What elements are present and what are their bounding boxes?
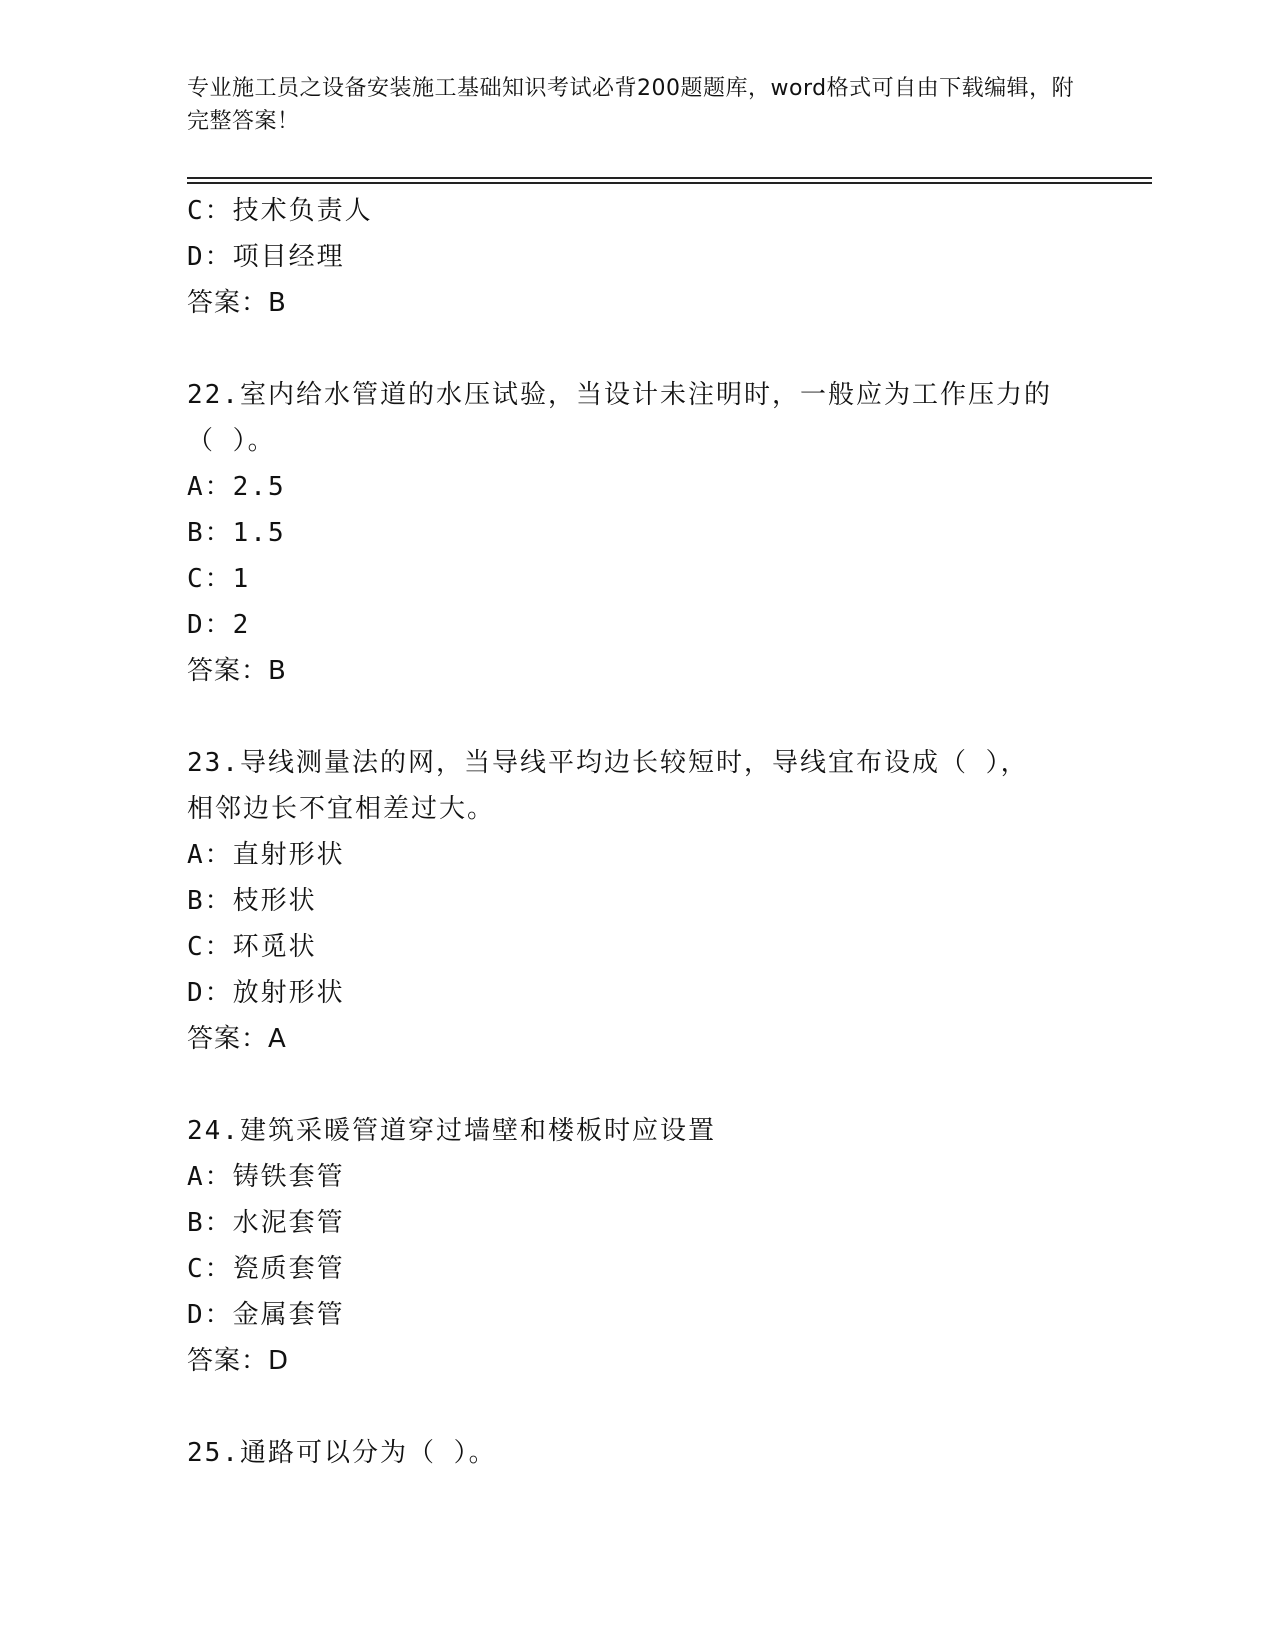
option-a: A：直射形状: [187, 840, 345, 870]
question-stem-continued: 相邻边长不宜相差过大。: [187, 794, 496, 824]
question-stem-continued: （ ）。: [187, 426, 276, 456]
question-list: [187, 188, 1147, 1476]
header-divider-bottom: [187, 182, 1152, 184]
option-b: B：1.5: [187, 518, 286, 548]
option-d: D：金属套管: [187, 1300, 345, 1330]
answer-line: 答案：B: [187, 288, 287, 318]
option-c: C：瓷质套管: [187, 1254, 345, 1284]
option-d: D：放射形状: [187, 978, 345, 1008]
option-a: A：2.5: [187, 472, 286, 502]
option-d: D：2: [187, 610, 251, 640]
question-21-tail: [187, 188, 1147, 326]
question-25: [187, 1430, 1147, 1476]
question-stem: 22.室内给水管道的水压试验，当设计未注明时，一般应为工作压力的: [187, 380, 1052, 410]
question-spacer: [187, 1062, 1147, 1108]
question-24: [187, 1108, 1147, 1384]
option-c: C：环觅状: [187, 932, 317, 962]
option-b: B：水泥套管: [187, 1208, 345, 1238]
header-divider-top: [187, 177, 1152, 179]
question-23: [187, 740, 1147, 1062]
question-spacer: [187, 694, 1147, 740]
answer-line: 答案：A: [187, 1024, 287, 1054]
question-stem: 24.建筑采暖管道穿过墙壁和楼板时应设置: [187, 1116, 716, 1146]
question-stem: 25.通路可以分为（ ）。: [187, 1438, 497, 1468]
document-header-title: 专业施工员之设备安装施工基础知识考试必背200题题库，word格式可自由下载编辑，附完整答案！: [187, 76, 1075, 134]
question-spacer: [187, 326, 1147, 372]
option-d: D：项目经理: [187, 242, 345, 272]
answer-line: 答案：B: [187, 656, 287, 686]
question-spacer: [187, 1384, 1147, 1430]
option-c: C：1: [187, 564, 251, 594]
answer-line: 答案：D: [187, 1346, 290, 1376]
option-a: A：铸铁套管: [187, 1162, 345, 1192]
option-b: B：枝形状: [187, 886, 317, 916]
option-c: C：技术负责人: [187, 196, 373, 226]
question-22: [187, 372, 1147, 694]
question-stem: 23.导线测量法的网，当导线平均边长较短时，导线宜布设成（ ），: [187, 748, 1029, 778]
